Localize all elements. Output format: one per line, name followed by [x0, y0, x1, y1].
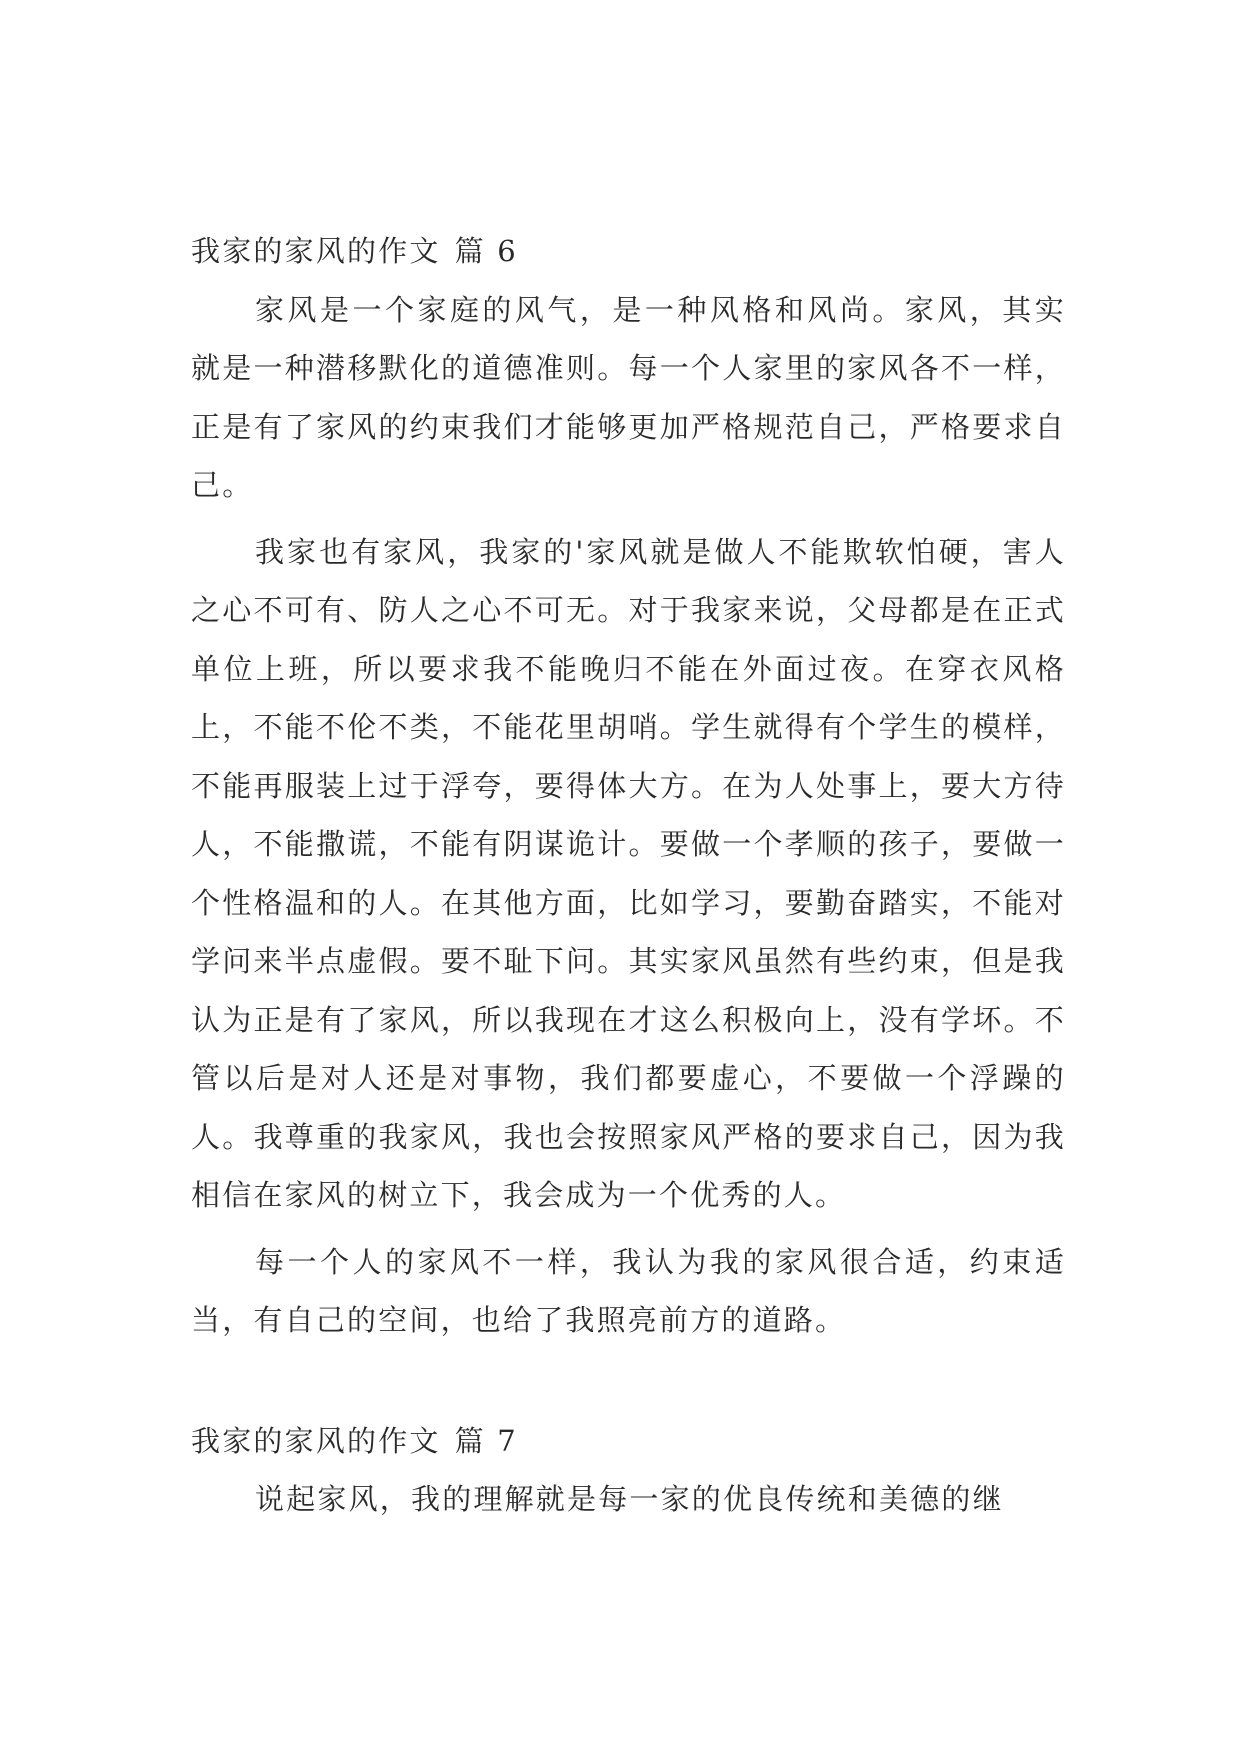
essay-heading	[191, 222, 1066, 281]
essay-paragraph: 每一个人的家风不一样，我认为我的家风很合适，约束适当，有自己的空间，也给了我照亮前方的道路。	[191, 1244, 1066, 1337]
essay-paragraph: 家风是一个家庭的风气，是一种风格和风尚。家风，其实就是一种潜移默化的道德准则。每一个人家里的家风各不一样，正是有了家风的约束我们才能够更加严格规范自己，严格要求自己。	[191, 292, 1066, 502]
essay-paragraph: 说起家风，我的理解就是每一家的优良传统和美德的继	[255, 1482, 1004, 1516]
essay-section-6	[191, 222, 1066, 1350]
essay-heading-title: 我家的家风的作文	[191, 1423, 441, 1458]
essay-paragraph: 我家也有家风，我家的'家风就是做人不能欺软怕硬，害人之心不可有、防人之心不可无。对于我家来说，父母都是在正式单位上班，所以要求我不能晚归不能在外面过夜。在穿衣风格上，不能不伦不类，不能花里胡哨。学生就得有个学生的模样，不能再服装上过于浮夸，要得体大方。在为人处事上，要大方待人，不能撒谎，不能有阴谋诡计。要做一个孝顺的孩子，要做一个性格温和的人。在其他方面，比如学习，要勤奋踏实，不能对学问来半点虚假。要不耻下问。其实家风虽然有些约束，但是我认为正是有了家风，所以我现在才这么积极向上，没有学坏。不管以后是对人还是对事物，我们都要虚心，不要做一个浮躁的人。我尊重的我家风，我也会按照家风严格的要求自己，因为我相信在家风的树立下，我会成为一个优秀的人。	[191, 534, 1066, 1212]
essay-heading-number: 篇 6	[454, 234, 518, 268]
section-spacer	[191, 1350, 1066, 1412]
essay-heading	[191, 1412, 1066, 1471]
essay-heading-title: 我家的家风的作文	[191, 234, 441, 268]
document-body	[191, 222, 1066, 1529]
essay-heading-number: 篇 7	[454, 1423, 518, 1458]
essay-section-7	[191, 1412, 1066, 1529]
